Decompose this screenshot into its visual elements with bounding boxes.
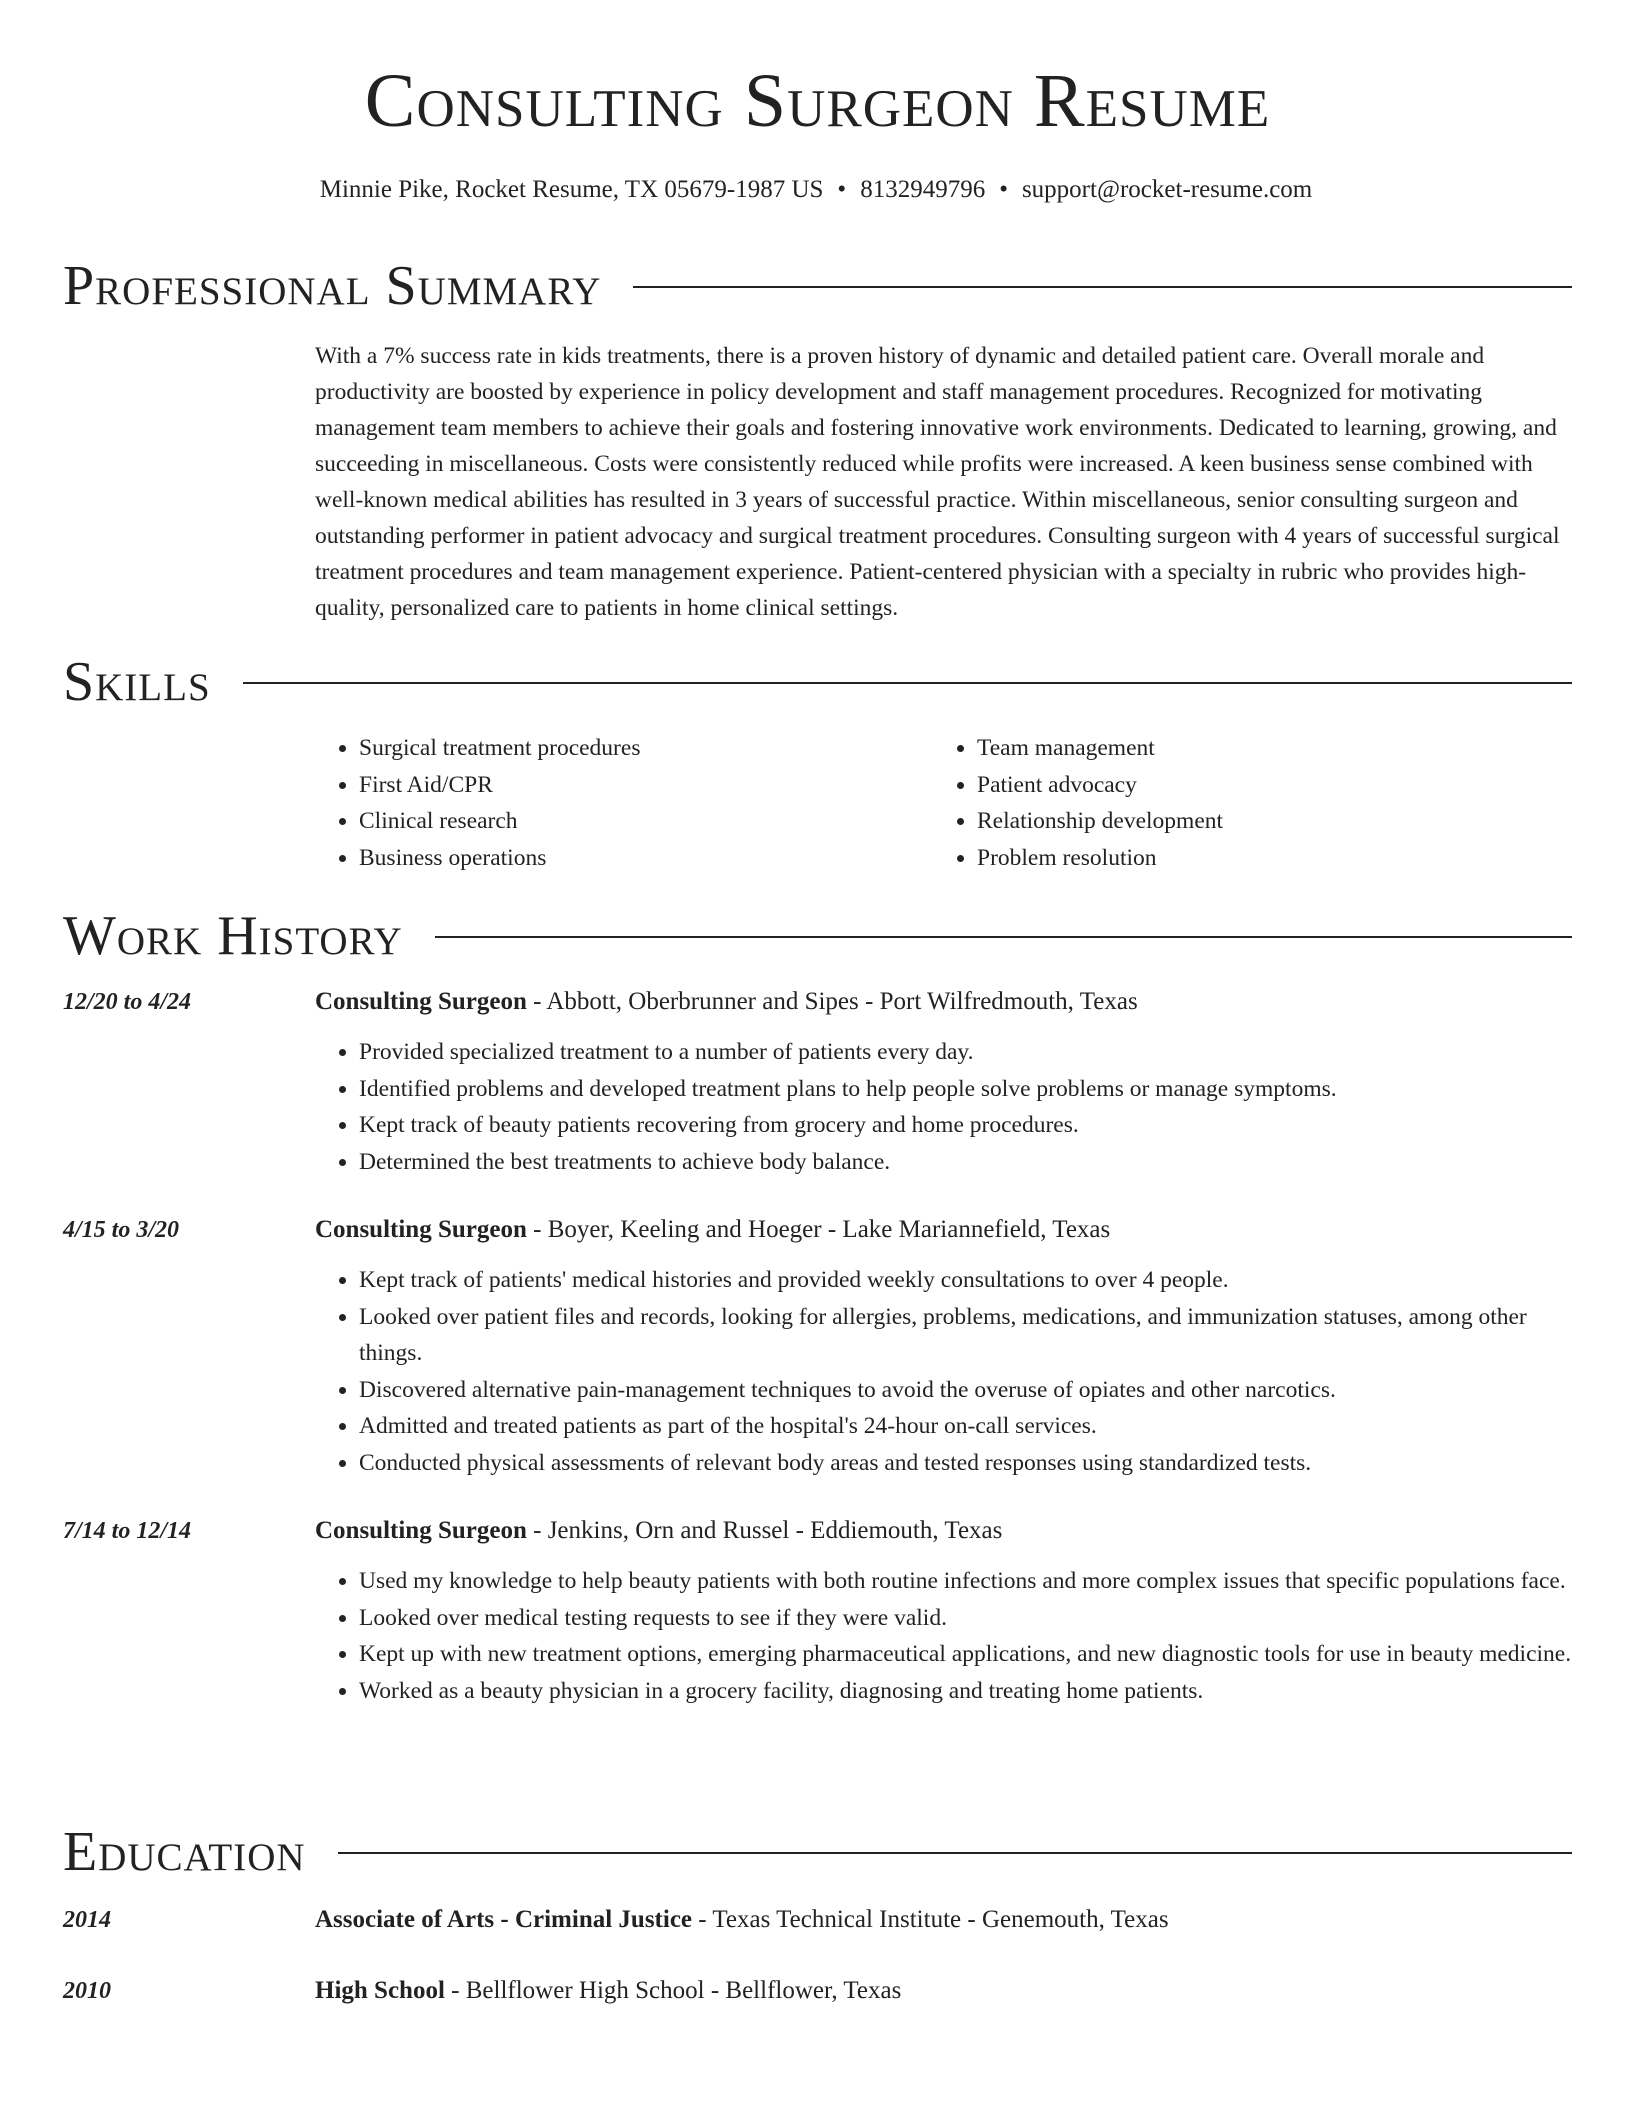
education-school: - Bellflower High School - Bellflower, Texas: [444, 1977, 902, 2004]
job-bullet: • Determined the best treatments to achieve body balance.: [359, 1144, 1572, 1181]
job-bullet: • Discovered alternative pain-management techniques to avoid the overuse of opiates and other narcotics.: [359, 1372, 1572, 1409]
section-title: Professional Summary: [63, 255, 602, 317]
job-bullet: • Looked over medical testing requests to see if they were valid.: [359, 1600, 1572, 1637]
work-heading: [63, 906, 1572, 966]
summary-section: [63, 256, 1572, 626]
skill-item: • Team management: [977, 730, 1223, 767]
job-bullet: • Conducted physical assessments of relevant body areas and tested responses using standardized tests.: [359, 1445, 1572, 1482]
job-bullet: • Kept track of beauty patients recovering from grocery and home procedures.: [359, 1107, 1572, 1144]
contact-phone: 8132949796: [860, 176, 986, 203]
education-degree: Associate of Arts - Criminal Justice: [315, 1906, 693, 1933]
job-entry: [63, 1513, 1572, 1709]
education-school: - Texas Technical Institute - Genemouth, Texas: [692, 1906, 1169, 1933]
education-detail: [315, 1973, 901, 2009]
contact-separator: •: [999, 176, 1008, 203]
skill-item: • Business operations: [359, 840, 933, 877]
education-section: [63, 1822, 1572, 2009]
skill-item: • Surgical treatment procedures: [359, 730, 933, 767]
job-header: [315, 1212, 1572, 1248]
section-title: Skills: [63, 651, 211, 713]
job-role: Consulting Surgeon: [315, 1517, 527, 1544]
job-header: [315, 984, 1572, 1020]
job-bullet: • Worked as a beauty physician in a grocery facility, diagnosing and treating home patients.: [359, 1673, 1572, 1710]
job-bullet: • Admitted and treated patients as part of the hospital's 24-hour on-call services.: [359, 1408, 1572, 1445]
education-degree: High School: [315, 1977, 445, 2004]
skills-list-left: [315, 730, 933, 876]
education-detail: [315, 1902, 1169, 1938]
job-role: Consulting Surgeon: [315, 988, 527, 1015]
skills-columns: [315, 730, 1572, 876]
contact-address: Minnie Pike, Rocket Resume, TX 05679-1987 US: [319, 176, 824, 203]
job-dates: 4/15 to 3/20: [63, 1217, 180, 1243]
section-title: Education: [63, 1821, 306, 1883]
contact-line: [0, 174, 1632, 206]
job-role: Consulting Surgeon: [315, 1216, 527, 1243]
job-body: [315, 1513, 1572, 1709]
job-bullet: • Kept track of patients' medical histories and provided weekly consultations to over 4 people.: [359, 1262, 1572, 1299]
section-rule: [243, 682, 1572, 684]
page-title: Consulting Surgeon Resume: [364, 59, 1271, 143]
job-body: [315, 1212, 1572, 1481]
skill-item: • Problem resolution: [977, 840, 1223, 877]
job-employer: - Abbott, Oberbrunner and Sipes - Port Wilfredmouth, Texas: [526, 988, 1138, 1015]
job-bullet: • Kept up with new treatment options, emerging pharmaceutical applications, and new diagnostic tools for use in beauty medicine.: [359, 1636, 1572, 1673]
job-employer: - Jenkins, Orn and Russel - Eddiemouth, Texas: [526, 1517, 1003, 1544]
job-bullets: [315, 1563, 1572, 1709]
job-bullet: • Used my knowledge to help beauty patients with both routine infections and more complex issues that specific populations face.: [359, 1563, 1572, 1600]
skills-heading: [63, 652, 1572, 712]
skill-item: • Relationship development: [977, 803, 1223, 840]
education-entry: [63, 1973, 1572, 2009]
job-entry: [63, 1212, 1572, 1481]
job-header: [315, 1513, 1572, 1549]
skills-list-right: [933, 730, 1223, 876]
job-bullets: [315, 1034, 1572, 1180]
job-entry: [63, 984, 1572, 1180]
job-body: [315, 984, 1572, 1180]
skill-item: • First Aid/CPR: [359, 767, 933, 804]
education-year: 2010: [63, 1978, 111, 2004]
section-rule: [338, 1852, 1572, 1854]
section-rule: [633, 286, 1572, 288]
job-employer: - Boyer, Keeling and Hoeger - Lake Mariannefield, Texas: [526, 1216, 1111, 1243]
education-year: 2014: [63, 1907, 111, 1933]
job-dates: 12/20 to 4/24: [63, 989, 192, 1015]
summary-heading: [63, 256, 1572, 316]
job-bullets: [315, 1262, 1572, 1481]
skill-item: • Patient advocacy: [977, 767, 1223, 804]
contact-separator: •: [837, 176, 847, 203]
skills-section: [63, 652, 1572, 876]
education-heading: [63, 1822, 1572, 1882]
skill-item: • Clinical research: [359, 803, 933, 840]
job-bullet: • Provided specialized treatment to a number of patients every day.: [359, 1034, 1572, 1071]
job-bullet: • Identified problems and developed treatment plans to help people solve problems or manage symptoms.: [359, 1071, 1572, 1108]
summary-text: With a 7% success rate in kids treatments, there is a proven history of dynamic and detailed patient care. Overall morale and productivity are boosted by experience in policy development and staff management procedures. Recognized for motivating management team members to achieve their goals and fostering innovative work environments. Dedicated to learning, growing, and succeeding in miscellaneous. Costs were consistently reduced while profits were increased. A keen business sense combined with well-known medical abilities has resulted in 3 years of successful practice. Within miscellaneous, senior consulting surgeon and outstanding performer in patient advocacy and surgical treatment procedures. Consulting surgeon with 4 years of successful surgical treatment procedures and team management experience. Patient-centered physician with a specialty in rubric who provides high-quality, personalized care to patients in home clinical settings.: [315, 343, 1560, 621]
section-rule: [435, 936, 1572, 938]
section-title: Work History: [63, 905, 403, 967]
job-bullet: • Looked over patient files and records, looking for allergies, problems, medications, and immunization statuses, among other things.: [359, 1299, 1572, 1372]
work-section: [63, 906, 1572, 1709]
contact-email: support@rocket-resume.com: [1021, 176, 1313, 203]
education-entry: [63, 1902, 1572, 1938]
job-dates: 7/14 to 12/14: [63, 1518, 192, 1544]
